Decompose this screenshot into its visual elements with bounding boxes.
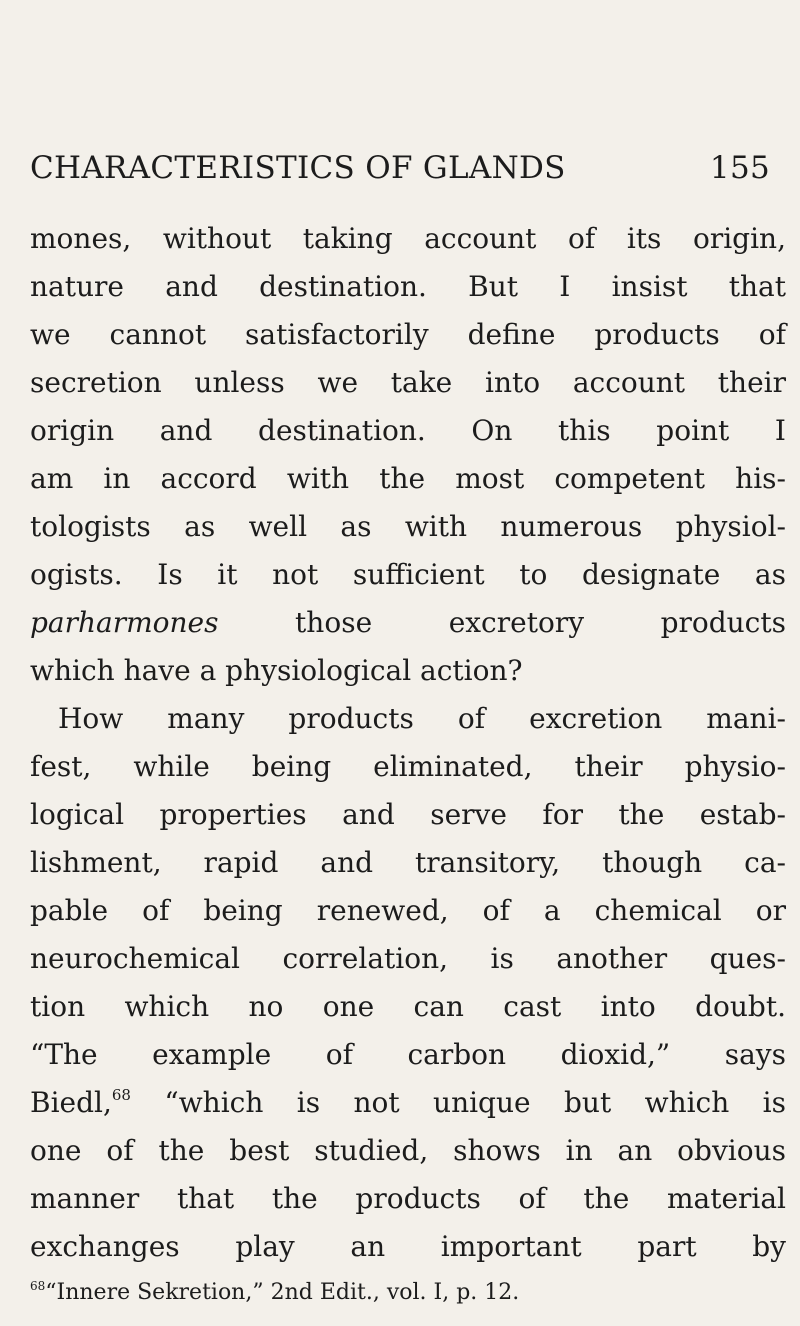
text-span: those excretory products xyxy=(218,606,786,639)
footnote xyxy=(30,1280,770,1305)
text-line: we cannot satisfactorily define products of xyxy=(30,318,786,351)
text-line xyxy=(30,1086,786,1119)
footnote-text: “Innere Sekretion,” 2nd Edit., vol. I, p. 12. xyxy=(45,1280,520,1305)
text-line xyxy=(30,606,786,639)
text-line: secretion unless we take into account their xyxy=(30,366,786,399)
page-number: 155 xyxy=(709,150,770,186)
text-line: which have a physiological action? xyxy=(30,654,523,687)
header-title: CHARACTERISTICS OF GLANDS xyxy=(30,150,566,186)
text-line: exchanges play an important part by xyxy=(30,1230,786,1263)
footnote-marker: 68 xyxy=(30,1279,46,1293)
text-line: nature and destination. But I insist that xyxy=(30,270,786,303)
text-line: “The example of carbon dioxid,” says xyxy=(30,1038,786,1071)
text-line: one of the best studied, shows in an obvious xyxy=(30,1134,786,1167)
text-line: am in accord with the most competent his- xyxy=(30,462,786,495)
text-line: logical properties and serve for the estab- xyxy=(30,798,786,831)
text-line: manner that the products of the material xyxy=(30,1182,786,1215)
text-line: How many products of excretion mani- xyxy=(58,702,786,735)
text-line: mones, without taking account of its origin, xyxy=(30,222,786,255)
text-line: origin and destination. On this point I xyxy=(30,414,786,447)
text-line: neurochemical correlation, is another ques- xyxy=(30,942,786,975)
text-span: Biedl, xyxy=(30,1086,112,1119)
text-line: lishment, rapid and transitory, though ca- xyxy=(30,846,786,879)
italic-term: parharmones xyxy=(30,606,219,639)
text-line: pable of being renewed, of a chemical or xyxy=(30,894,786,927)
text-line: tologists as well as with numerous physiol- xyxy=(30,510,786,543)
running-header xyxy=(30,150,770,186)
text-line: fest, while being eliminated, their physio- xyxy=(30,750,786,783)
text-line: ogists. Is it not sufficient to designate as xyxy=(30,558,786,591)
text-span: “which is not unique but which is xyxy=(130,1086,786,1119)
text-line: tion which no one can cast into doubt. xyxy=(30,990,786,1023)
footnote-reference: 68 xyxy=(111,1086,131,1104)
